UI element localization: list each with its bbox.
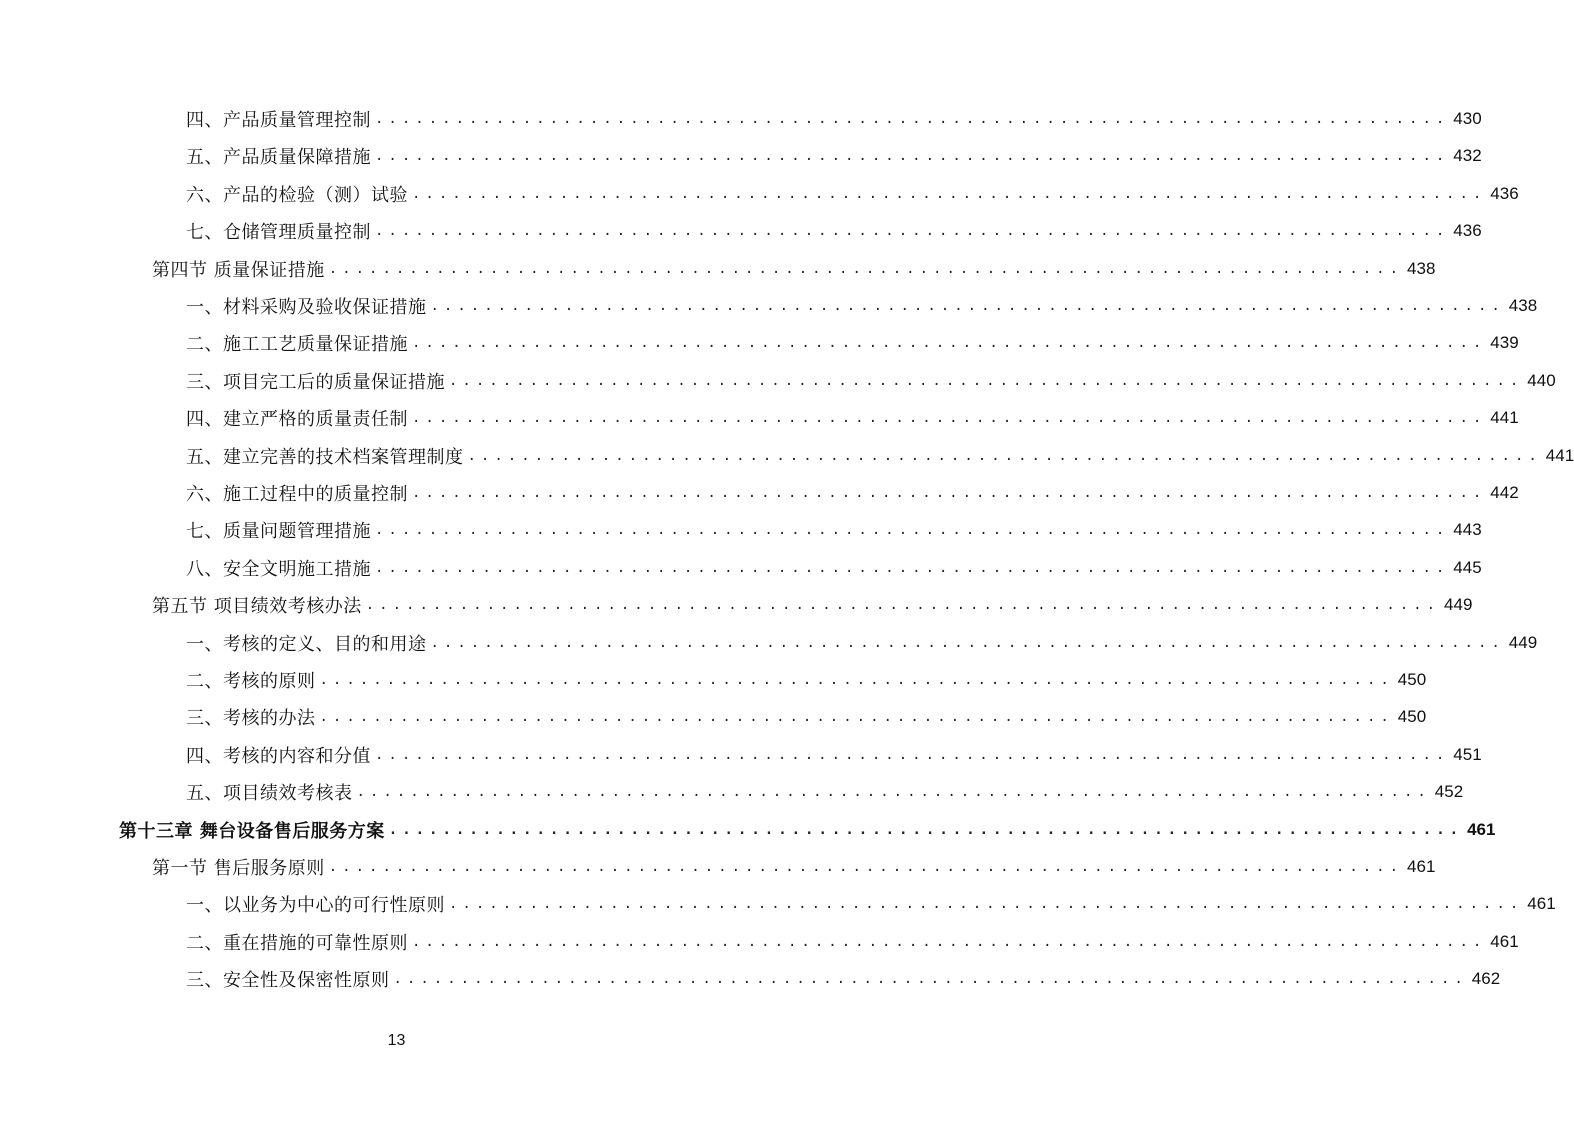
- toc-dot-leader: ................................................................................: [412, 410, 1487, 427]
- toc-entry-title: 七、仓储管理质量控制: [186, 222, 371, 244]
- toc-entry[interactable]: [186, 403, 1519, 433]
- toc-entry-title: 一、以业务为中心的可行性原则: [186, 895, 445, 917]
- toc-dot-leader: ................................................................................: [412, 185, 1487, 202]
- toc-entry-title: 六、产品的检验（测）试验: [186, 184, 408, 206]
- toc-dot-leader: ................................................................................: [356, 784, 1431, 801]
- toc-entry[interactable]: [186, 104, 1482, 134]
- toc-entry[interactable]: [186, 628, 1538, 658]
- toc-entry[interactable]: [186, 777, 1464, 807]
- toc-entry-page: 441: [1490, 408, 1519, 428]
- toc-entry-title: 二、考核的原则: [186, 671, 316, 692]
- toc-dot-leader: ................................................................................: [328, 859, 1404, 875]
- toc-entry-page: 461: [1407, 857, 1436, 876]
- toc-entry[interactable]: [186, 515, 1482, 545]
- toc-entry[interactable]: [186, 328, 1519, 358]
- toc-entry-page: 449: [1508, 632, 1538, 652]
- toc-entry[interactable]: [186, 702, 1427, 732]
- toc-entry-title: 四、产品质量管理控制: [186, 110, 371, 131]
- toc-entry[interactable]: [152, 590, 1473, 620]
- toc-entry-page: 432: [1453, 146, 1482, 166]
- toc-entry-page: 430: [1453, 109, 1482, 128]
- toc-entry-page: 450: [1397, 670, 1427, 689]
- toc-entry-title: 五、项目绩效考核表: [186, 783, 353, 805]
- toc-dot-leader: ................................................................................: [412, 933, 1487, 950]
- toc-entry[interactable]: [186, 179, 1519, 209]
- toc-entry-page: 449: [1444, 595, 1473, 615]
- toc-entry[interactable]: [186, 478, 1519, 508]
- toc-dot-leader: ................................................................................: [375, 223, 1450, 240]
- toc-entry-title: 一、考核的定义、目的和用途: [186, 633, 427, 655]
- page-number: 13: [387, 1032, 406, 1049]
- toc-entry[interactable]: [186, 553, 1482, 583]
- toc-entry[interactable]: [186, 665, 1427, 695]
- toc-entry-title: 六、施工过程中的质量控制: [186, 484, 408, 505]
- toc-entry-title: 第十三章 舞台设备售后服务方案: [119, 820, 385, 842]
- toc-entry-page: 461: [1490, 931, 1519, 951]
- toc-entry-title: 第四节 质量保证措施: [152, 259, 325, 281]
- toc-dot-leader: ................................................................................: [319, 672, 1394, 688]
- toc-entry[interactable]: [186, 927, 1519, 957]
- toc-entry-page: 438: [1508, 296, 1538, 315]
- toc-entry[interactable]: [186, 141, 1482, 171]
- toc-entry-page: 440: [1527, 370, 1556, 390]
- toc-entry-page: 451: [1453, 744, 1482, 764]
- toc-entry-title: 七、质量问题管理措施: [186, 521, 371, 543]
- toc-dot-leader: ................................................................................: [375, 148, 1450, 165]
- toc-dot-leader: ................................................................................: [412, 485, 1487, 501]
- toc-dot-leader: ................................................................................: [449, 896, 1524, 913]
- toc-entry-title: 二、施工工艺质量保证措施: [186, 334, 408, 356]
- toc-dot-leader: ................................................................................: [412, 335, 1487, 352]
- toc-dot-leader: ................................................................................: [388, 821, 1464, 838]
- toc-entry-title: 五、产品质量保障措施: [186, 147, 371, 169]
- toc-entry[interactable]: [186, 441, 1574, 471]
- toc-entry-page: 462: [1471, 969, 1501, 989]
- toc-entry-title: 八、安全文明施工措施: [186, 558, 371, 580]
- toc-entry-title: 第一节 售后服务原则: [152, 858, 325, 879]
- toc-dot-leader: ................................................................................: [375, 559, 1450, 576]
- toc-entry-page: 441: [1545, 445, 1574, 465]
- toc-entry-page: 438: [1407, 258, 1436, 278]
- toc-dot-leader: ................................................................................: [375, 111, 1450, 127]
- toc-entry-title: 三、考核的办法: [186, 708, 316, 730]
- toc-entry-title: 三、安全性及保密性原则: [186, 970, 390, 992]
- toc-dot-leader: ................................................................................: [449, 372, 1524, 389]
- toc-entry-title: 一、材料采购及验收保证措施: [186, 297, 427, 318]
- toc-entry-title: 二、重在措施的可靠性原则: [186, 932, 408, 954]
- toc-dot-leader: ................................................................................: [430, 298, 1505, 314]
- toc-entry-page: 461: [1527, 894, 1556, 914]
- toc-entry[interactable]: [119, 815, 1496, 845]
- toc-entry[interactable]: [152, 254, 1436, 284]
- toc-entry-page: 450: [1397, 707, 1427, 727]
- toc-dot-leader: ................................................................................: [328, 260, 1404, 277]
- toc-entry[interactable]: [186, 366, 1556, 396]
- toc-entry[interactable]: [186, 740, 1482, 770]
- toc-entry-page: 439: [1490, 333, 1519, 353]
- toc-entry[interactable]: [186, 964, 1501, 994]
- toc-entry-page: 445: [1453, 557, 1482, 577]
- toc-dot-leader: ................................................................................: [393, 971, 1468, 988]
- toc-entry-page: 436: [1453, 221, 1482, 241]
- toc-entry-page: 436: [1490, 183, 1519, 203]
- toc-entry-title: 第五节 项目绩效考核办法: [152, 596, 362, 618]
- toc-dot-leader: ................................................................................: [375, 746, 1450, 763]
- toc-dot-leader: ................................................................................: [365, 597, 1441, 614]
- toc-entry[interactable]: [186, 291, 1538, 321]
- toc-entry-page: 443: [1453, 520, 1482, 540]
- toc-entry-title: 四、建立严格的质量责任制: [186, 409, 408, 431]
- toc-entry-page: 442: [1490, 483, 1519, 502]
- toc-entry-page: 461: [1467, 819, 1496, 839]
- toc-dot-leader: ................................................................................: [319, 709, 1394, 726]
- toc-dot-leader: ................................................................................: [467, 447, 1542, 464]
- toc-dot-leader: ................................................................................: [430, 634, 1505, 651]
- toc-entry-title: 四、考核的内容和分值: [186, 745, 371, 767]
- toc-entry[interactable]: [152, 852, 1436, 882]
- toc-entry-title: 五、建立完善的技术档案管理制度: [186, 446, 464, 468]
- toc-dot-leader: ................................................................................: [375, 522, 1450, 539]
- toc-entry[interactable]: [186, 216, 1482, 246]
- toc-entry-title: 三、项目完工后的质量保证措施: [186, 371, 445, 393]
- toc-entry[interactable]: [186, 889, 1556, 919]
- toc-entry-page: 452: [1434, 782, 1464, 802]
